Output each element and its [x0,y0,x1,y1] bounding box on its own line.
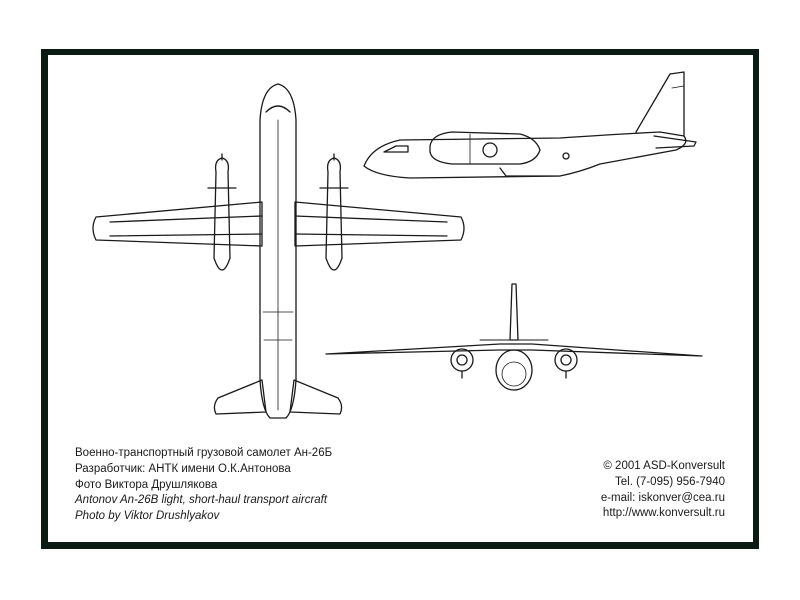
publisher-copyright: © 2001 ASD-Konversult [603,460,725,472]
caption-block [75,446,332,525]
front-view-fuselage [496,350,532,390]
caption-en-title: Antonov An-26B light, short-haul transport aircraft [75,494,328,507]
top-view [93,84,464,418]
caption-ru-title: Военно-транспортный грузовой самолет Ан-26Б [75,447,333,459]
caption-en-photo: Photo by Viktor Drushlyakov [75,510,220,523]
top-view-right-engine [326,158,342,270]
front-view [326,284,702,390]
side-view-engine [430,132,540,164]
caption-ru-photo: Фото Виктора Друшлякова [75,478,218,491]
publisher-block [601,459,725,522]
publisher-phone: Tel. (7-095) 956-7940 [615,475,725,488]
publisher-website: http://www.konversult.ru [602,507,725,520]
top-view-left-stabilizer [214,380,266,414]
side-view-tail-fin [636,72,684,136]
top-view-right-wing [295,202,464,246]
front-view-left-engine [451,349,473,371]
top-view-left-wing [93,202,262,246]
front-view-right-engine [555,349,577,371]
top-view-right-stabilizer [290,380,342,414]
publisher-email: e-mail: iskonver@cea.ru [600,491,725,504]
caption-ru-developer: Разработчик: АНТК имени О.К.Антонова [75,462,291,475]
top-view-left-engine [214,158,230,270]
front-view-fin [510,284,518,340]
side-view [364,72,696,178]
side-view-fuselage [364,132,686,178]
